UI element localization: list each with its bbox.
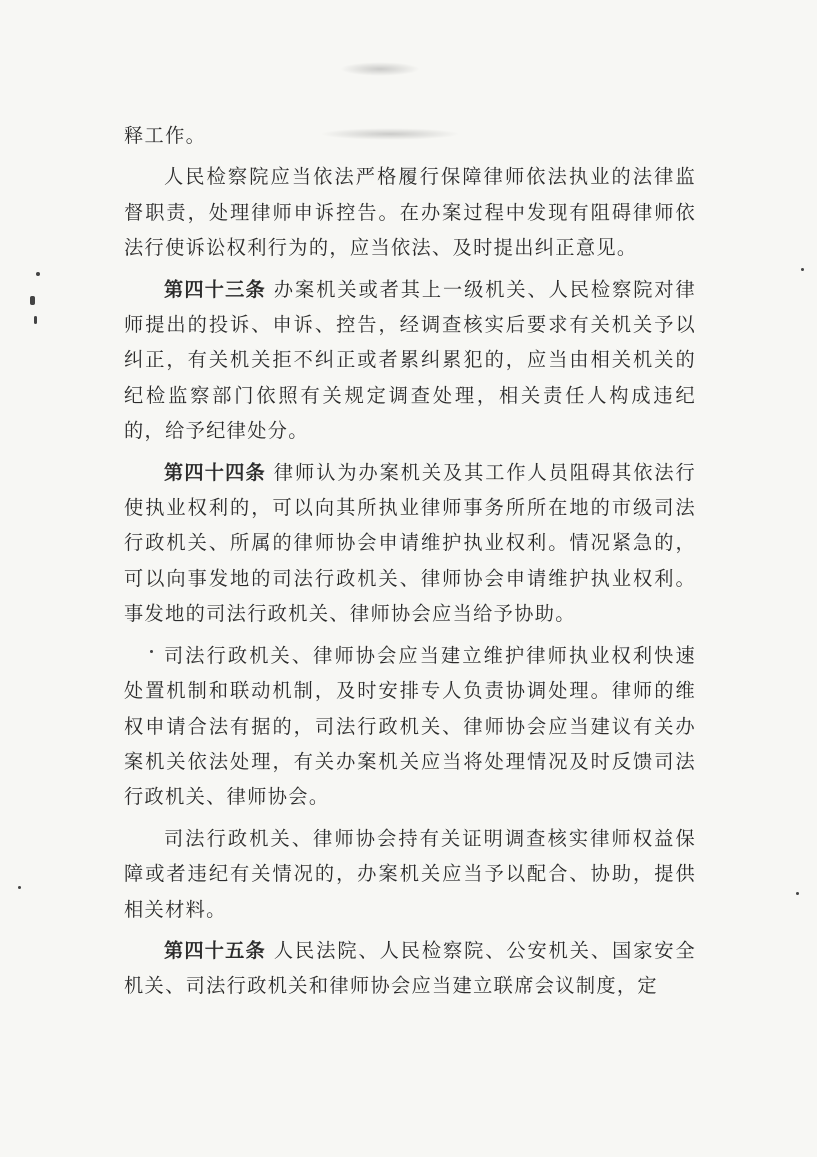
scan-speck <box>18 886 21 889</box>
article-heading: 第四十三条 <box>164 277 266 301</box>
paragraph <box>124 638 696 815</box>
article-paragraph <box>124 933 696 1004</box>
paragraph <box>124 118 696 153</box>
paragraph-text: 办案机关或者其上一级机关、人民检察院对律师提出的投诉、申诉、控告，经调查核实后要求有关机关予以纠正，有关机关拒不纠正或者累纠累犯的，应当由相关机关的纪检监察部门依照有关规定调查处理，相关责任人构成违纪的，给予纪律处分。 <box>124 277 697 443</box>
article-heading: 第四十四条 <box>164 460 266 484</box>
scan-speck <box>34 316 37 324</box>
paragraph-text: 释工作。 <box>124 124 207 147</box>
paragraph-text: 人民法院、人民检察院、公安机关、国家安全机关、司法行政机关和律师协会应当建立联席会议制度，定 <box>124 938 697 998</box>
scan-smudge <box>340 62 420 76</box>
paragraph-text: 司法行政机关、律师协会持有关证明调查核实律师权益保障或者违纪有关情况的，办案机关应当予以配合、协助，提供相关材料。 <box>124 826 696 921</box>
paragraph-text: 律师认为办案机关及其工作人员阻碍其依法行使执业权利的，可以向其所执业律师事务所所在地的市级司法行政机关、所属的律师协会申请维护执业权利。情况紧急的，可以向事发地的司法行政机关、律师协会申请维护执业权利。事发地的司法行政机关、律师协会应当给予协助。 <box>124 460 697 626</box>
article-paragraph <box>124 272 696 449</box>
document-body <box>124 118 696 1004</box>
paragraph <box>124 159 696 265</box>
article-paragraph <box>124 455 696 632</box>
scan-speck <box>36 272 40 276</box>
paragraph-text: 司法行政机关、律师协会应当建立维护律师执业权利快速处置机制和联动机制，及时安排专人负责协调处理。律师的维权申请合法有据的，司法行政机关、律师协会应当建议有关办案机关依法处理，有关办案机关应当将处理情况及时反馈司法行政机关、律师协会。 <box>124 643 696 809</box>
scan-speck <box>30 296 35 305</box>
scan-speck <box>796 892 799 895</box>
paragraph <box>124 821 696 927</box>
scan-speck <box>801 268 804 271</box>
paragraph-text: 人民检察院应当依法严格履行保障律师依法执业的法律监督职责，处理律师申诉控告。在办案过程中发现有阻碍律师依法行使诉讼权利行为的，应当依法、及时提出纠正意见。 <box>124 165 696 260</box>
article-heading: 第四十五条 <box>164 938 266 962</box>
